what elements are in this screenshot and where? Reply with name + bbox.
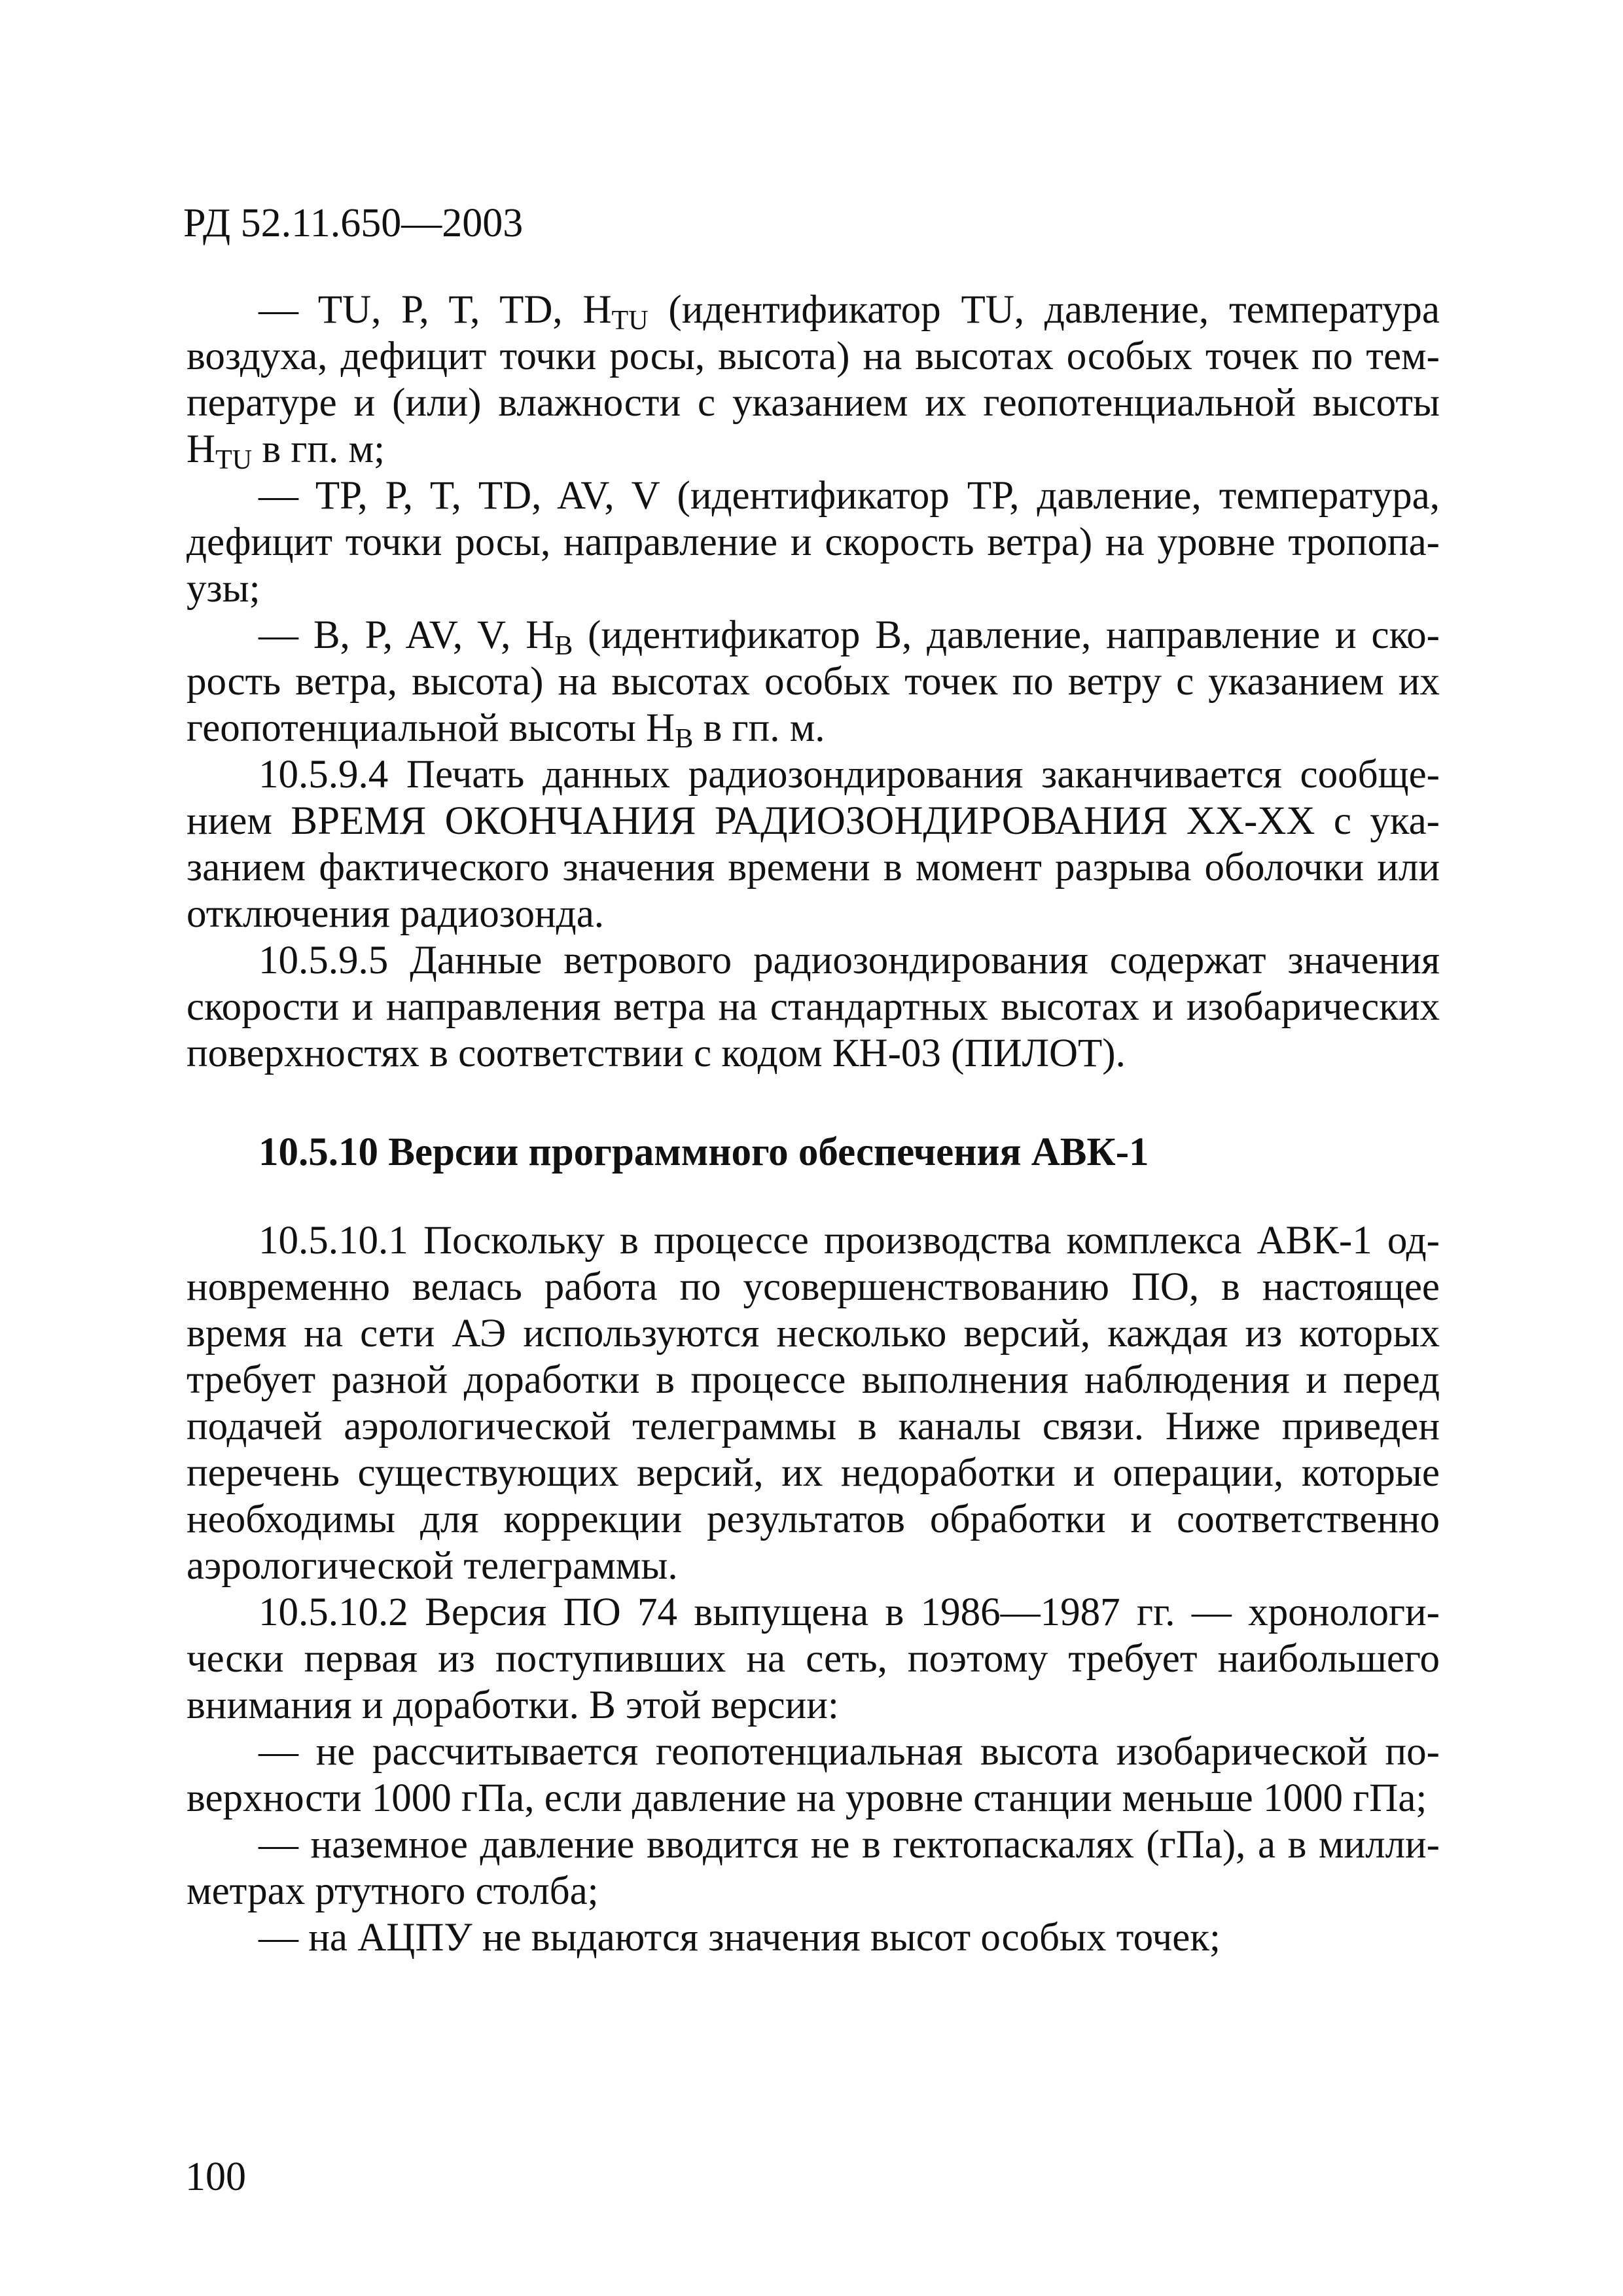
section-heading-10-5-10: 10.5.10 Версии программного обеспечения АВК-1: [259, 1130, 1149, 1174]
paragraph-10-5-9-5: 10.5.9.5 Данные ветрового радиозондирования содержат значения скорости и направления ветра на стандартных высотах и изобарических поверхностях в соответствии с кодом КН-03 (ПИЛОТ).: [187, 939, 1440, 1075]
text-block-lower: [187, 1217, 1440, 1961]
list-item-tu-lead: — TU, P, T, TD, H: [259, 288, 612, 332]
subscript-b: B: [554, 631, 573, 661]
list-item-tu-tail: в гп. м;: [252, 427, 385, 471]
list-item-geopotential: — не рассчитывается геопотенциальная высота изобарической поверхности 1000 гПа, если давление на уровне станции меньше 1000 гПа;: [187, 1730, 1440, 1820]
list-item-b-tail: в гп. м.: [693, 706, 825, 750]
paragraph-10-5-10-1: 10.5.10.1 Поскольку в процессе производства комплекса АВК-1 одновременно велась работа по усовершенствованию ПО, в настоящее время на сети АЭ используются несколько версий, каждая из которых требует разной доработки в процессе выполнения наблюдения и перед подачей аэрологической телеграммы в каналы связи. Ниже приведен перечень существующих версий, их недоработки и операции, которые необходимы для коррекции результатов обработки и соответственно аэрологической телеграммы.: [187, 1219, 1440, 1588]
subscript-tu-height: TU: [215, 445, 253, 475]
document-code-header: РД 52.11.650—2003: [183, 201, 524, 245]
list-item-b: [187, 612, 1440, 754]
subscript-b-height: B: [675, 724, 694, 754]
paragraph-10-5-9-4: 10.5.9.4 Печать данных радиозондирования заканчивается сообщением ВРЕМЯ ОКОНЧАНИЯ РАДИОЗОНДИРОВАНИЯ XX-XX с указанием фактического значения времени в момент разрыва оболочки или отключения радиозонда.: [187, 753, 1440, 936]
list-item-pressure-units: — наземное давление вводится не в гектопаскалях (гПа), а в миллиметрах ртутного столба;: [187, 1823, 1440, 1913]
list-item-tp: — TP, P, T, TD, AV, V (идентификатор TP, давление, температура, дефицит точки росы, направление и скорость ветра) на уровне тропопаузы;: [187, 474, 1440, 611]
list-item-b-lead: — B, P, AV, V, H: [259, 613, 555, 657]
paragraph-10-5-10-2: 10.5.10.2 Версия ПО 74 выпущена в 1986—1987 гг. — хронологически первая из поступивших на сеть, поэтому требует наибольшего внимания и доработки. В этой версии:: [187, 1590, 1440, 1727]
list-item-tu: [187, 287, 1440, 473]
list-item-special-points: — на АЦПУ не выдаются значения высот особых точек;: [259, 1916, 1221, 1960]
page-number: 100: [185, 2155, 246, 2199]
list-item-tu-body: (идентификатор TU, давление, температура воздуха, дефицит точки росы, высота) на высотах особых точек по температуре и (или) влажности с указанием их геопотенциальной высоты H: [187, 288, 1440, 471]
list-item-b-body: (идентификатор B, давление, направление и скорость ветра, высота) на высотах особых точек по ветру с указанием их геопотенциальной высоты H: [187, 613, 1440, 750]
subscript-tu: TU: [611, 306, 649, 336]
text-block-upper: [187, 287, 1440, 1077]
